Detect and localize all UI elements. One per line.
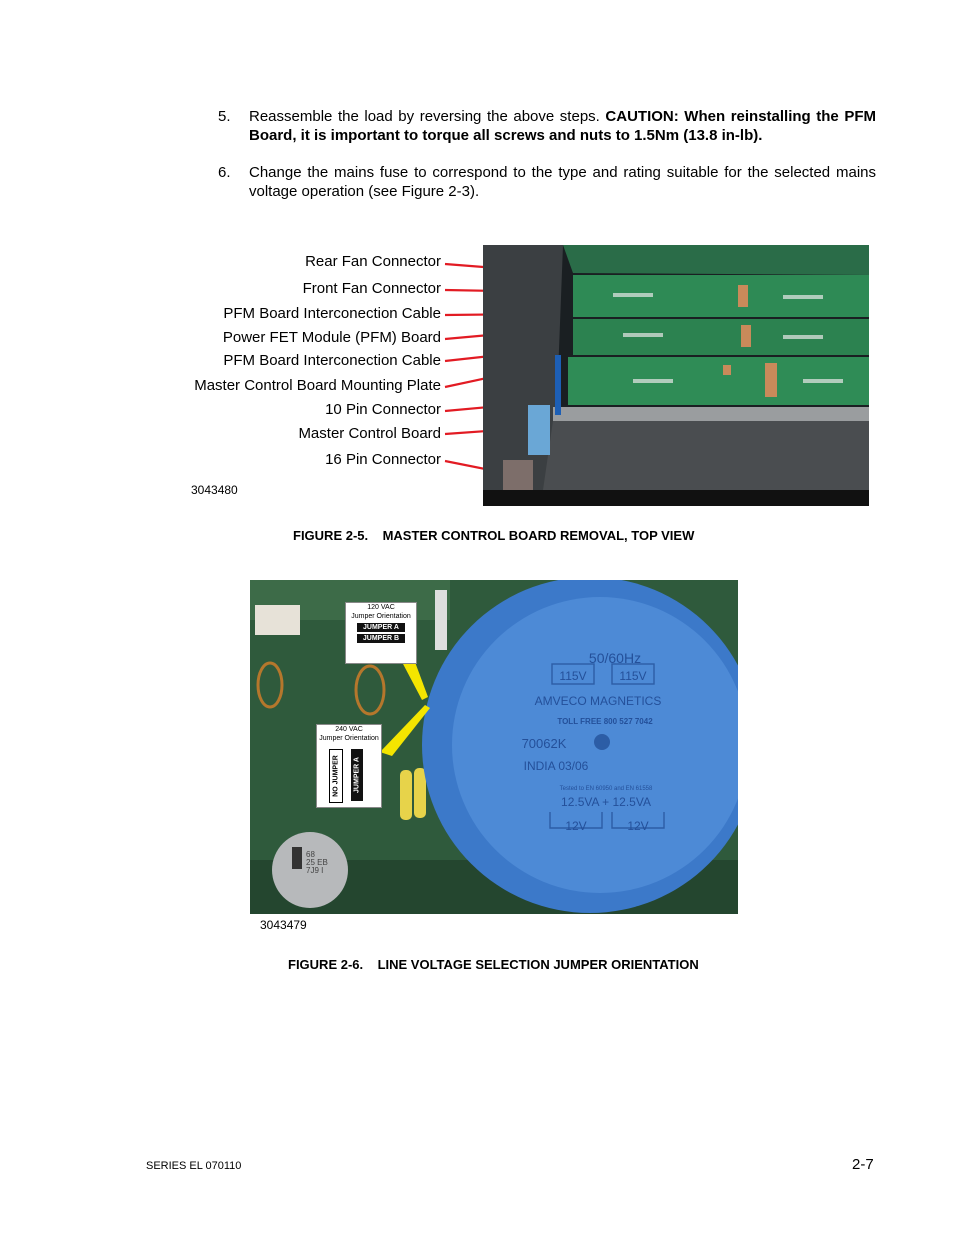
page-number: 2-7 <box>852 1156 874 1173</box>
label-16-pin-connector: 16 Pin Connector <box>325 451 441 468</box>
step-number: 5. <box>218 108 231 125</box>
step-number: 6. <box>218 164 231 181</box>
label-front-fan-connector: Front Fan Connector <box>302 280 441 297</box>
transformer-v2: 115V <box>619 669 647 683</box>
inset-240-jumper-a: JUMPER A <box>351 749 363 801</box>
capacitor-label-1: 68 <box>306 850 315 859</box>
transformer-out2: 12V <box>627 819 649 833</box>
transformer-origin: INDIA 03/06 <box>523 759 589 773</box>
inset-120-jumper-b: JUMPER B <box>357 634 405 643</box>
transformer-model: 70062K <box>521 736 567 751</box>
label-pfm-cable-1: PFM Board Interconection Cable <box>223 305 441 322</box>
label-master-control-board: Master Control Board <box>298 425 441 442</box>
transformer-out1: 12V <box>565 819 587 833</box>
step-text: Reassemble the load by reversing the above steps. CAUTION: When reinstalling the PFM Board, it is important to torque all screws and nuts to 1.5Nm (13.8 in-lb). <box>249 108 877 144</box>
figure-2-6 <box>250 580 738 914</box>
transformer-brand: AMVECO MAGNETICS <box>534 694 662 708</box>
figure-2-5 <box>160 244 870 506</box>
inset-240-no-jumper: NO JUMPER <box>329 749 343 803</box>
label-rear-fan-connector: Rear Fan Connector <box>305 253 441 270</box>
pfm-board-photo <box>483 245 869 506</box>
transformer-va: 12.5VA + 12.5VA <box>561 795 651 809</box>
step-5 <box>218 107 876 145</box>
inset-120-jumper-a: JUMPER A <box>357 623 405 632</box>
inset-240vac <box>316 724 382 808</box>
footer-series: SERIES EL 070110 <box>146 1160 242 1172</box>
transformer-freq: 50/60Hz <box>588 650 642 666</box>
figure-number: 3043479 <box>260 918 307 932</box>
label-mounting-plate: Master Control Board Mounting Plate <box>194 377 441 394</box>
figure-2-6-caption: FIGURE 2-6. LINE VOLTAGE SELECTION JUMPER ORIENTATION <box>288 957 699 972</box>
transformer-v1: 115V <box>559 669 587 683</box>
inset-240-title: 240 VAC Jumper Orientation <box>319 726 379 742</box>
label-pfm-cable-2: PFM Board Interconection Cable <box>223 352 441 369</box>
inset-120vac <box>345 602 417 664</box>
figure-2-5-caption: FIGURE 2-5. MASTER CONTROL BOARD REMOVAL, TOP VIEW <box>293 528 695 543</box>
figure-number: 3043480 <box>191 483 238 497</box>
step-text: Change the mains fuse to correspond to the type and rating suitable for the selected mains voltage operation (see Figure 2-3). <box>249 164 876 200</box>
capacitor-label-2: 25 EB <box>306 858 328 867</box>
transformer-tested: Tested to EN 60950 and EN 61558 <box>559 786 653 792</box>
step-6 <box>218 163 876 201</box>
transformer-toll: TOLL FREE 800 527 7042 <box>557 717 653 726</box>
inset-120-title: 120 VAC Jumper Orientation <box>351 604 411 620</box>
label-10-pin-connector: 10 Pin Connector <box>325 401 441 418</box>
label-pfm-board: Power FET Module (PFM) Board <box>222 329 441 346</box>
caution-text: CAUTION: When reinstalling the PFM Board, it is important to torque all screws and nuts to 1.5Nm (13.8 in-lb). <box>249 108 877 144</box>
capacitor-label-3: 7J9 I <box>306 866 324 875</box>
